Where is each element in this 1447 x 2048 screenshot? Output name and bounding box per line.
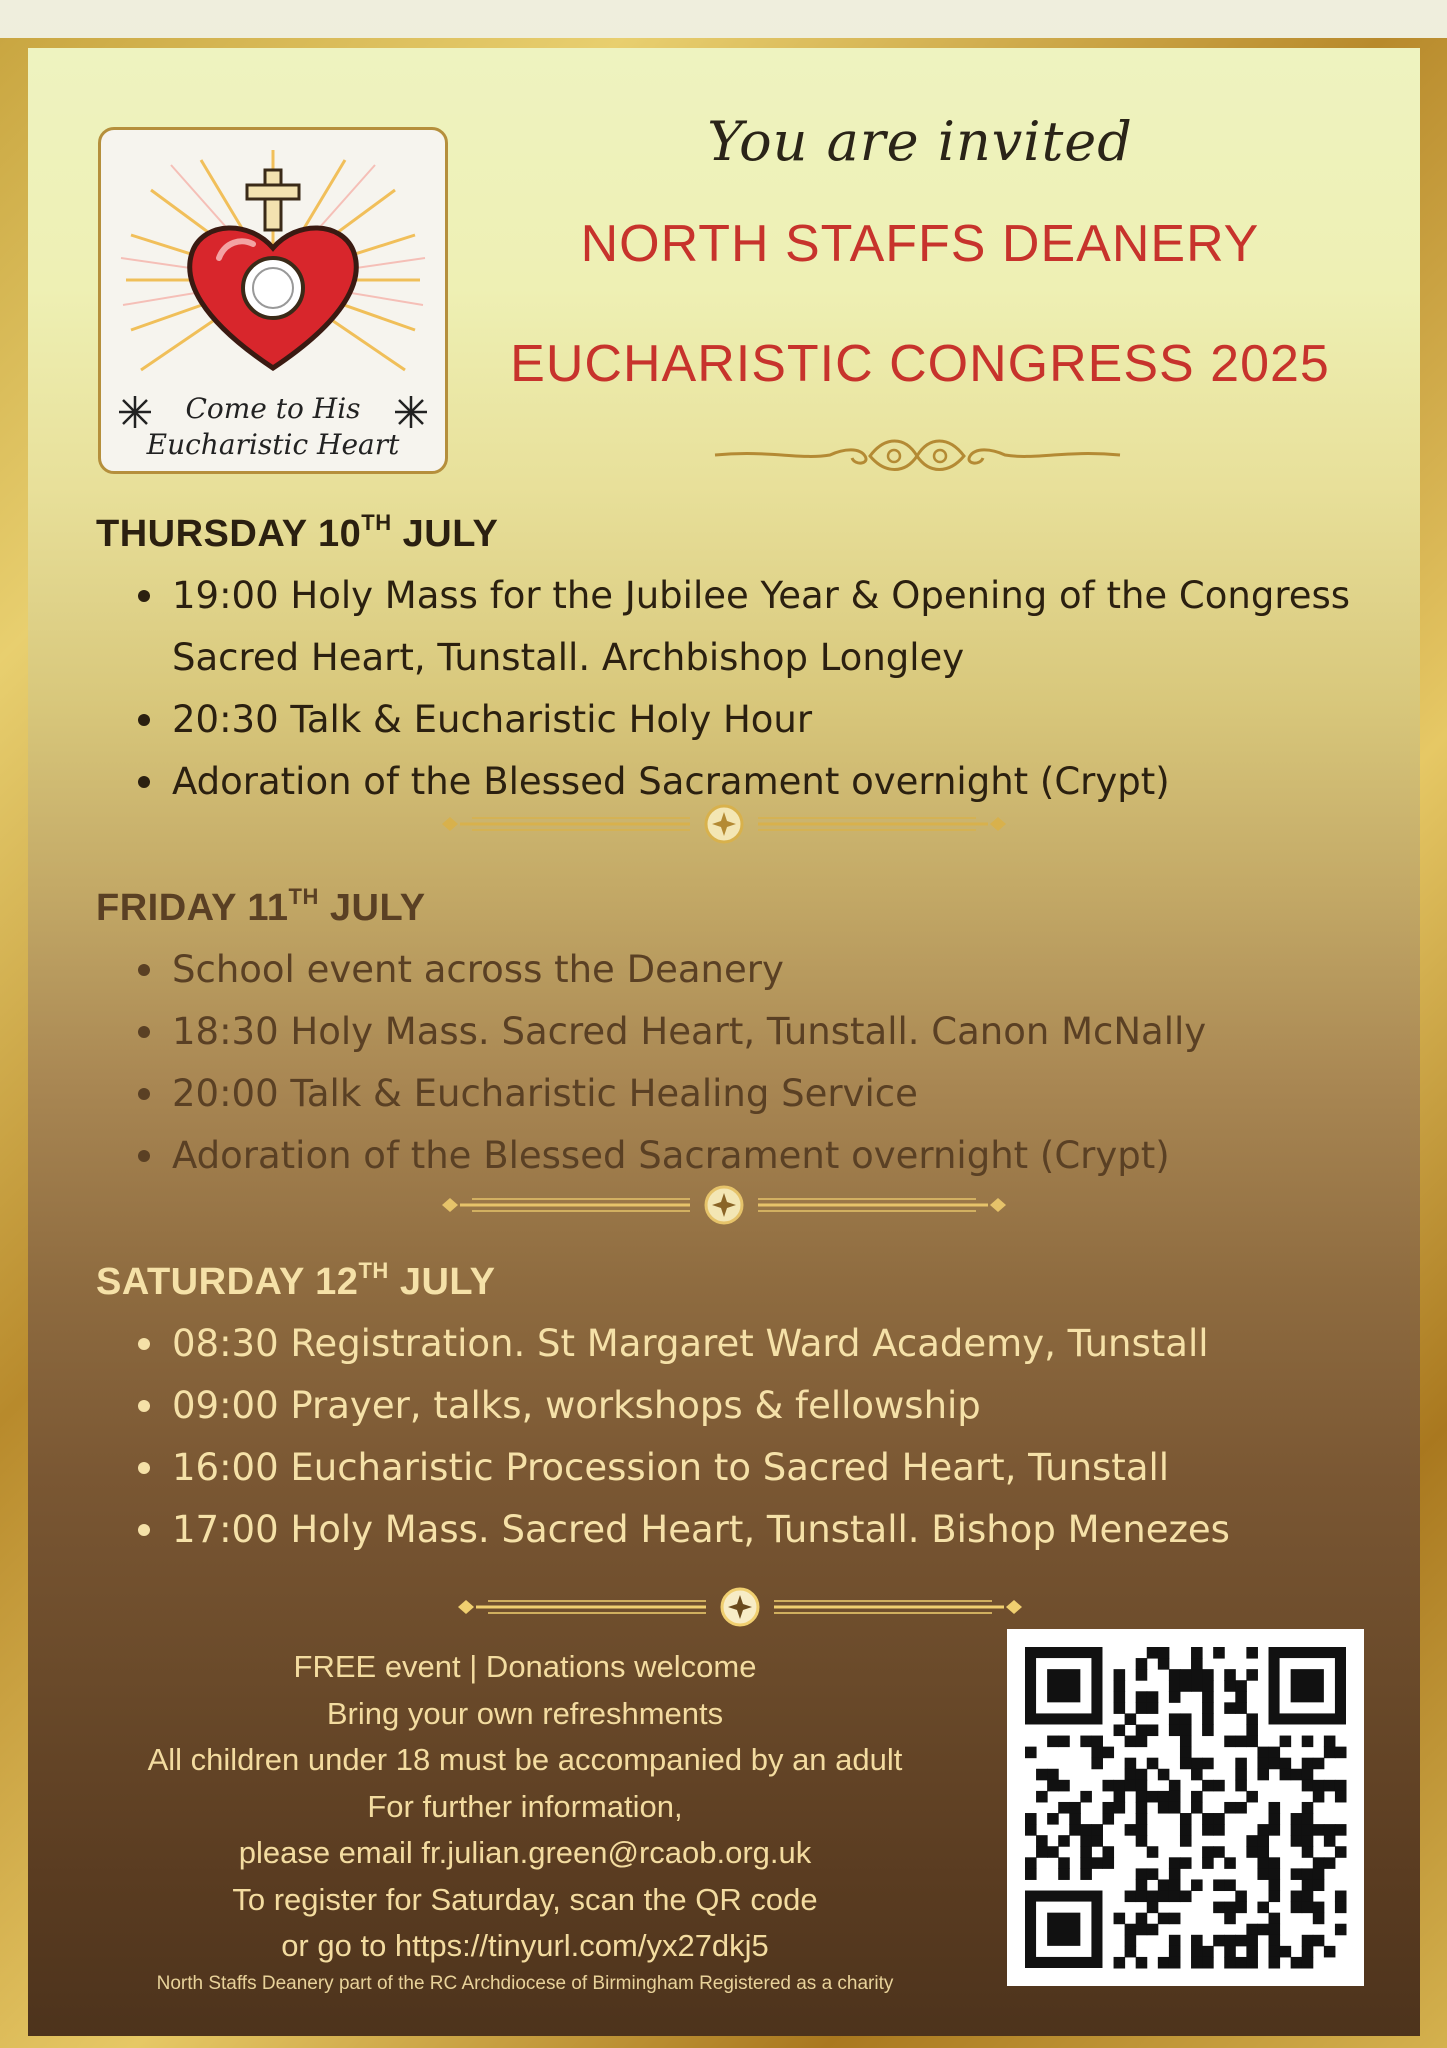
footer-line-children: All children under 18 must be accompanied by an adult bbox=[147, 1742, 903, 1777]
title-line2: EUCHARISTIC CONGRESS 2025 bbox=[510, 335, 1330, 393]
list-item: 09:00 Prayer, talks, workshops & fellowship bbox=[130, 1375, 1390, 1437]
saturday-heading bbox=[96, 1258, 496, 1304]
logo-text-line2: Eucharistic Heart bbox=[146, 428, 400, 461]
list-item: 20:30 Talk & Eucharistic Holy Hour bbox=[130, 689, 1390, 751]
list-item bbox=[130, 565, 1390, 689]
ornament-divider-icon bbox=[432, 1185, 1016, 1225]
saturday-weekday: SATURDAY 12 bbox=[96, 1261, 359, 1303]
list-item: Adoration of the Blessed Sacrament overnight (Crypt) bbox=[130, 751, 1390, 813]
friday-weekday: FRIDAY 11 bbox=[96, 887, 289, 929]
footer-line-register: To register for Saturday, scan the QR code bbox=[232, 1881, 818, 1917]
ornament-divider-icon bbox=[448, 1587, 1032, 1627]
logo-text-line1: Come to His bbox=[185, 392, 361, 425]
footer-line-refreshments: Bring your own refreshments bbox=[326, 1695, 724, 1731]
list-item: 17:00 Holy Mass. Sacred Heart, Tunstall. Bishop Menezes bbox=[130, 1499, 1390, 1561]
friday-heading bbox=[96, 884, 426, 930]
footer-info bbox=[90, 1644, 960, 1970]
saturday-list bbox=[130, 1313, 1390, 1561]
item-text: 19:00 Holy Mass for the Jubilee Year & Opening of the Congress bbox=[172, 574, 1351, 617]
list-item: 16:00 Eucharistic Procession to Sacred Heart, Tunstall bbox=[130, 1437, 1390, 1499]
thursday-heading bbox=[96, 510, 498, 556]
footer-line-email[interactable]: please email fr.julian.green@rcaob.org.uk bbox=[238, 1835, 812, 1870]
thursday-sup: TH bbox=[361, 510, 392, 535]
friday-list bbox=[130, 939, 1390, 1187]
qr-code[interactable] bbox=[1007, 1629, 1364, 1986]
item-text: Sacred Heart, Tunstall. Archbishop Longley bbox=[172, 636, 965, 679]
thursday-list bbox=[130, 565, 1390, 813]
title-flourish-icon bbox=[710, 428, 1125, 478]
title-line1: NORTH STAFFS DEANERY bbox=[580, 215, 1260, 273]
charity-note: North Staffs Deanery part of the RC Archdiocese of Birmingham Registered as a charity bbox=[156, 1973, 894, 1994]
saturday-sup: TH bbox=[358, 1258, 389, 1283]
footer-line-free: FREE event | Donations welcome bbox=[293, 1649, 757, 1684]
qr-code-icon bbox=[1007, 1629, 1364, 1986]
sacred-heart-logo bbox=[98, 127, 448, 474]
saturday-month: JULY bbox=[399, 1261, 496, 1303]
list-item: School event across the Deanery bbox=[130, 939, 1390, 1001]
ornament-divider-icon bbox=[432, 804, 1016, 844]
list-item: 20:00 Talk & Eucharistic Healing Service bbox=[130, 1063, 1390, 1125]
friday-sup: TH bbox=[288, 884, 319, 909]
list-item: 08:30 Registration. St Margaret Ward Academy, Tunstall bbox=[130, 1313, 1390, 1375]
friday-month: JULY bbox=[329, 887, 426, 929]
thursday-weekday: THURSDAY 10 bbox=[96, 513, 362, 555]
thursday-month: JULY bbox=[402, 513, 499, 555]
list-item: 18:30 Holy Mass. Sacred Heart, Tunstall. Canon McNally bbox=[130, 1001, 1390, 1063]
footer-line-further-info: For further information, bbox=[367, 1788, 683, 1824]
footer-line-url[interactable]: or go to https://tinyurl.com/yx27dkj5 bbox=[281, 1928, 769, 1963]
list-item: Adoration of the Blessed Sacrament overnight (Crypt) bbox=[130, 1125, 1390, 1187]
invitation-heading: You are invited bbox=[707, 110, 1133, 173]
